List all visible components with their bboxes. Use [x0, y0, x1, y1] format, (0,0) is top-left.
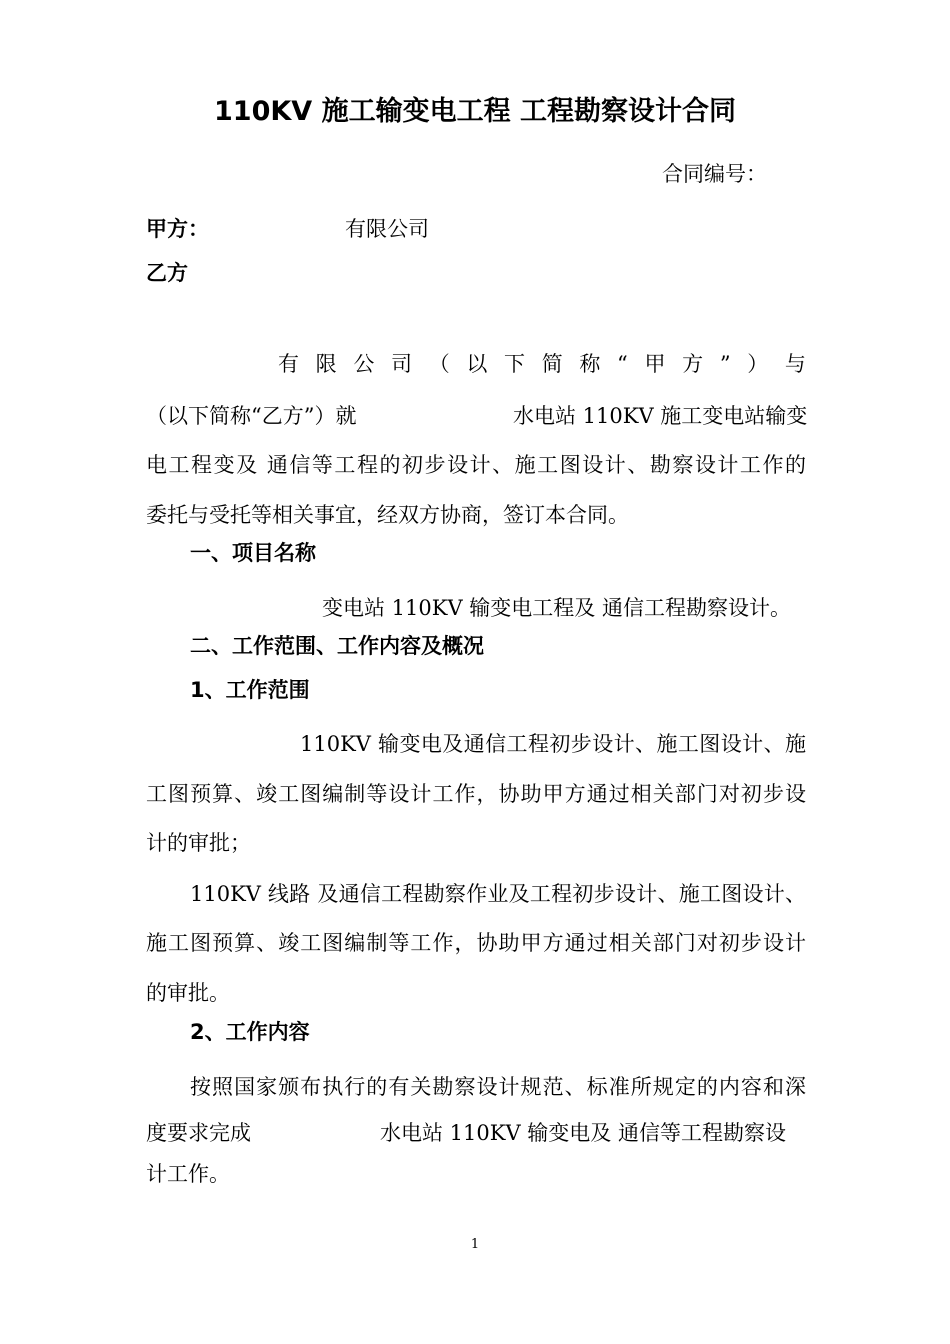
intro-char: （: [428, 352, 450, 376]
scope-p1-line-1: 110KV 输变电及通信工程初步设计、施工图设计、施: [300, 732, 806, 756]
content-line-2b: 水电站 110KV 输变电及 通信等工程勘察设: [380, 1121, 786, 1145]
intro-line-2a: （以下简称“乙方”）就: [146, 404, 357, 428]
intro-char: 公: [353, 352, 375, 376]
intro-char: 甲: [644, 352, 666, 376]
page-number: 1: [470, 1237, 480, 1252]
intro-char: 司: [391, 352, 413, 376]
party-a-company: 有限公司: [345, 217, 429, 241]
intro-char: ”: [719, 352, 731, 376]
contract-number-label: 合同编号：: [662, 162, 767, 186]
scope-p2-line-2: 施工图预算、竣工图编制等工作，协助甲方通过相关部门对初步设计: [146, 931, 806, 955]
intro-char: 与: [784, 352, 806, 376]
content-line-2a: 度要求完成: [146, 1121, 251, 1145]
document-title: 110KV 施工输变电工程 工程勘察设计合同: [214, 96, 736, 127]
intro-line-4: 委托与受托等相关事宜，经双方协商，签订本合同。: [146, 503, 629, 527]
intro-line-3: 电工程变及 通信等工程的初步设计、施工图设计、勘察设计工作的: [146, 453, 806, 477]
scope-p1-line-3: 计的审批；: [146, 831, 251, 855]
section-2-heading: 二、工作范围、工作内容及概况: [190, 634, 484, 658]
intro-char: 下: [504, 352, 526, 376]
section-1-heading: 一、项目名称: [190, 541, 316, 565]
party-b-label: 乙方: [146, 261, 188, 285]
scope-p1-line-2: 工图预算、竣工图编制等设计工作，协助甲方通过相关部门对初步设: [146, 782, 806, 806]
subsection-1-heading: 1、工作范围: [190, 678, 310, 702]
intro-char: 以: [466, 352, 488, 376]
scope-p2-line-1: 110KV 线路 及通信工程勘察作业及工程初步设计、施工图设计、: [190, 882, 806, 906]
party-a-label: 甲方：: [146, 217, 209, 241]
content-line-3: 计工作。: [146, 1162, 230, 1186]
section-1-body: 变电站 110KV 输变电工程及 通信工程勘察设计。: [322, 596, 791, 620]
intro-line-1: [278, 354, 806, 375]
intro-char: ）: [747, 352, 769, 376]
intro-char: 方: [682, 352, 704, 376]
subsection-2-heading: 2、工作内容: [190, 1020, 310, 1044]
intro-char: “: [617, 352, 628, 376]
scope-p2-line-3: 的审批。: [146, 981, 230, 1005]
intro-char: 限: [315, 352, 337, 376]
content-line-1: 按照国家颁布执行的有关勘察设计规范、标准所规定的内容和深: [190, 1075, 806, 1099]
intro-char: 有: [278, 352, 299, 376]
intro-char: 简: [541, 352, 563, 376]
intro-char: 称: [579, 352, 601, 376]
intro-line-2b: 水电站 110KV 施工变电站输变: [513, 404, 808, 428]
